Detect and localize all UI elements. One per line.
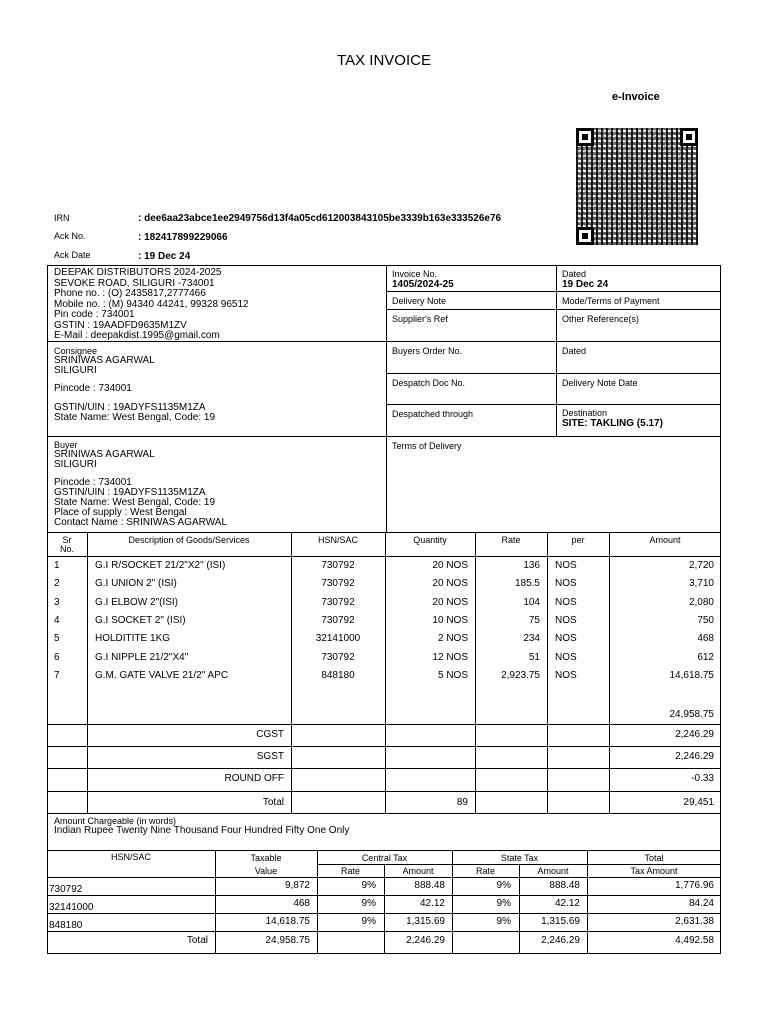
tax-total-label: Total	[186, 935, 208, 946]
tax-col-taxable-header-2: Value	[254, 866, 278, 876]
item-qty: 2 NOS	[437, 633, 468, 645]
item-per: NOS	[555, 560, 577, 571]
item-qty: 12 NOS	[432, 651, 468, 663]
tax-total-camt: 2,246.29	[406, 935, 445, 946]
dated-value: 19 Dec 24	[562, 279, 609, 290]
tax-col-camt-header: Amount	[402, 866, 434, 876]
mode-terms-label: Mode/Terms of Payment	[562, 296, 660, 306]
tax-camt: 42.12	[419, 898, 445, 909]
buyer-label: Buyer	[54, 440, 78, 450]
tax-taxable: 14,618.75	[265, 916, 310, 927]
tax-col-samt-header: Amount	[537, 866, 569, 876]
item-desc: G.I SOCKET 2" (ISI)	[95, 614, 186, 626]
buyer-block	[54, 440, 227, 528]
item-desc: G.I UNION 2" (ISI)	[95, 578, 177, 590]
seller-line: DEEPAK DISTRIBUTORS 2024-2025	[54, 267, 222, 278]
item-desc: G.I NIPPLE 21/2"X4"	[95, 651, 189, 663]
seller-line: E-Mail : deepakdist.1995@gmail.com	[54, 330, 220, 341]
item-sr: 7	[54, 669, 60, 681]
tax-samt: 1,315.69	[541, 916, 580, 927]
item-hsn: 730792	[321, 614, 355, 626]
item-hsn: 730792	[321, 596, 355, 608]
item-desc: G.M. GATE VALVE 21/2" APC	[95, 669, 229, 681]
item-per: NOS	[555, 578, 577, 590]
tax-col-total-header-2: Tax Amount	[630, 866, 678, 876]
item-desc: G.I ELBOW 2"(ISI)	[95, 596, 179, 608]
ack-date-value: : 19 Dec 24	[138, 251, 191, 262]
tax-srate: 9%	[496, 916, 511, 927]
buyer-name: SRINIWAS AGARWAL	[54, 449, 155, 460]
tax-camt: 1,315.69	[406, 916, 445, 927]
consignee-label: Consignee	[54, 346, 98, 356]
item-rate: 2,923.75	[501, 669, 540, 681]
item-sr: 2	[54, 578, 60, 590]
item-rate: 234	[523, 633, 540, 645]
tax-col-total-header: Total	[644, 853, 664, 863]
consignee-gstin: GSTIN/UIN : 19ADYFS1135M1ZA	[54, 402, 206, 413]
buyer-gstin: GSTIN/UIN : 19ADYFS1135M1ZA	[54, 487, 206, 498]
tax-total: 1,776.96	[675, 880, 714, 891]
page-title: TAX INVOICE	[337, 52, 431, 69]
buyer-state: State Name: West Bengal, Code: 19	[54, 497, 216, 508]
tax-col-srate-header: Rate	[475, 866, 495, 876]
tax-col-central-header: Central Tax	[361, 853, 408, 863]
item-sr: 4	[54, 614, 60, 626]
qr-finder-icon	[680, 128, 698, 146]
tax-camt: 888.48	[414, 880, 445, 891]
item-qty: 5 NOS	[437, 669, 468, 681]
ack-no-value: : 182417899229066	[138, 232, 228, 243]
item-hsn: 32141000	[315, 633, 361, 645]
item-hsn: 730792	[321, 578, 355, 590]
item-per: NOS	[555, 614, 577, 626]
item-sr: 6	[54, 651, 60, 663]
buyer-pincode: Pincode : 734001	[54, 477, 132, 488]
buyer-place: Place of supply : West Bengal	[54, 507, 187, 518]
item-rate: 136	[523, 560, 540, 571]
seller-line: Mobile no. : (M) 94340 44241, 99328 96512	[54, 298, 249, 310]
ack-date-label: Ack Date	[54, 250, 91, 260]
item-desc: HOLDITITE 1KG	[95, 633, 171, 645]
item-hsn: 730792	[321, 560, 355, 571]
item-hsn: 848180	[321, 669, 355, 681]
total-amount: 29,451	[683, 797, 714, 808]
buyer-city: SILIGURI	[54, 459, 97, 470]
tax-taxable: 468	[293, 898, 310, 909]
ack-no-label: Ack No.	[54, 231, 86, 241]
roundoff-label: ROUND OFF	[224, 773, 284, 784]
consignee-name: SRINIWAS AGARWAL	[54, 355, 155, 366]
irn-label: IRN	[54, 213, 70, 223]
cgst-label: CGST	[256, 729, 284, 740]
irn-value: : dee6aa23abce1ee2949756d13f4a05cd612003843105be3339b163e333526e76	[138, 213, 502, 224]
item-rate: 75	[528, 614, 540, 626]
col-rate-header: Rate	[501, 535, 521, 545]
tax-total: 84.24	[688, 898, 714, 909]
col-hsn-header: HSN/SAC	[317, 535, 358, 545]
col-amount-header: Amount	[649, 535, 681, 545]
item-amount: 468	[697, 633, 714, 645]
item-sr: 5	[54, 633, 60, 645]
col-sr-header: Sr	[62, 535, 72, 545]
dated2-label: Dated	[562, 346, 587, 356]
sgst-label: SGST	[256, 751, 284, 762]
dated-label: Dated	[562, 269, 587, 279]
destination-value: SITE: TAKLING (5.17)	[562, 418, 663, 429]
tax-col-hsn-header: HSN/SAC	[110, 852, 151, 862]
sgst-value: 2,246.29	[675, 751, 714, 762]
tax-taxable: 9,872	[284, 880, 310, 891]
item-per: NOS	[555, 633, 577, 645]
destination-label: Destination	[562, 408, 608, 418]
item-amount: 2,080	[688, 596, 714, 608]
consignee-pincode: Pincode : 734001	[54, 383, 132, 394]
col-sr-header-2: No.	[59, 544, 74, 554]
item-rate: 51	[528, 651, 540, 663]
consignee-city: SILIGURI	[54, 365, 97, 376]
seller-line: Pin code : 734001	[54, 309, 135, 320]
amount-words-label: Amount Chargeable (in words)	[54, 816, 177, 826]
tax-col-taxable-header: Taxable	[250, 853, 282, 863]
tax-srate: 9%	[496, 898, 511, 909]
col-per-header: per	[571, 535, 585, 545]
item-qty: 20 NOS	[432, 596, 468, 608]
invoice-no-label: Invoice No.	[392, 269, 438, 279]
seller-details	[54, 268, 249, 342]
item-qty: 20 NOS	[432, 560, 468, 571]
qr-finder-icon	[576, 227, 594, 245]
item-per: NOS	[555, 596, 577, 608]
einvoice-label: e-Invoice	[612, 91, 660, 103]
qr-code	[576, 128, 698, 245]
cgst-value: 2,246.29	[675, 729, 714, 740]
suppliers-ref-label: Supplier's Ref	[392, 314, 448, 324]
consignee-block	[54, 346, 215, 423]
tax-hsn: 730792	[49, 884, 83, 895]
item-amount: 3,710	[688, 578, 714, 590]
item-sr: 3	[54, 596, 60, 608]
item-per: NOS	[555, 669, 577, 681]
total-qty: 89	[456, 797, 468, 808]
amount-words-text: Indian Rupee Twenty Nine Thousand Four Hundred Fifty One Only	[54, 825, 350, 836]
tax-srate: 9%	[496, 880, 511, 891]
buyers-order-label: Buyers Order No.	[392, 346, 463, 356]
seller-line: GSTIN : 19AADFD9635M1ZV	[54, 319, 187, 331]
item-desc: G.I R/SOCKET 21/2"X2" (ISI)	[95, 560, 226, 571]
col-desc-header: Description of Goods/Services	[128, 535, 250, 545]
item-amount: 14,618.75	[669, 669, 714, 681]
tax-total-amount: 4,492.58	[675, 935, 714, 946]
col-qty-header: Quantity	[413, 535, 447, 545]
item-hsn: 730792	[321, 651, 355, 663]
tax-total: 2,631.38	[675, 916, 714, 927]
tax-samt: 888.48	[549, 880, 580, 891]
tax-crate: 9%	[361, 880, 376, 891]
item-amount: 2,720	[688, 560, 714, 571]
terms-of-delivery-label: Terms of Delivery	[392, 441, 462, 451]
item-rate: 185.5	[514, 578, 540, 590]
despatch-doc-label: Despatch Doc No.	[392, 378, 466, 388]
tax-crate: 9%	[361, 916, 376, 927]
qr-finder-icon	[576, 128, 594, 146]
invoice-no-value: 1405/2024-25	[392, 279, 454, 290]
tax-col-crate-header: Rate	[340, 866, 360, 876]
seller-line: SEVOKE ROAD, SILIGURI -734001	[54, 277, 215, 289]
item-amount: 612	[697, 651, 714, 663]
item-rate: 104	[523, 596, 540, 608]
buyer-contact: Contact Name : SRINIWAS AGARWAL	[54, 517, 228, 528]
other-refs-label: Other Reference(s)	[562, 314, 640, 324]
roundoff-value: -0.33	[691, 773, 714, 784]
seller-line: Phone no. : (O) 2435817,2777466	[54, 288, 206, 299]
total-label: Total	[262, 797, 284, 808]
tax-hsn: 32141000	[49, 902, 94, 913]
consignee-state: State Name: West Bengal, Code: 19	[54, 412, 216, 423]
tax-total-taxable: 24,958.75	[265, 935, 310, 946]
tax-samt: 42.12	[554, 898, 580, 909]
delivery-note-date-label: Delivery Note Date	[562, 378, 638, 388]
item-amount: 750	[697, 614, 714, 626]
subtotal-value: 24,958.75	[669, 709, 714, 720]
delivery-note-label: Delivery Note	[392, 296, 447, 306]
despatched-through-label: Despatched through	[392, 409, 474, 419]
item-sr: 1	[54, 560, 60, 571]
item-per: NOS	[555, 651, 577, 663]
tax-col-state-header: State Tax	[500, 853, 539, 863]
item-qty: 20 NOS	[432, 578, 468, 590]
tax-crate: 9%	[361, 898, 376, 909]
item-qty: 10 NOS	[432, 614, 468, 626]
tax-hsn: 848180	[49, 920, 83, 931]
tax-total-samt: 2,246.29	[541, 935, 580, 946]
